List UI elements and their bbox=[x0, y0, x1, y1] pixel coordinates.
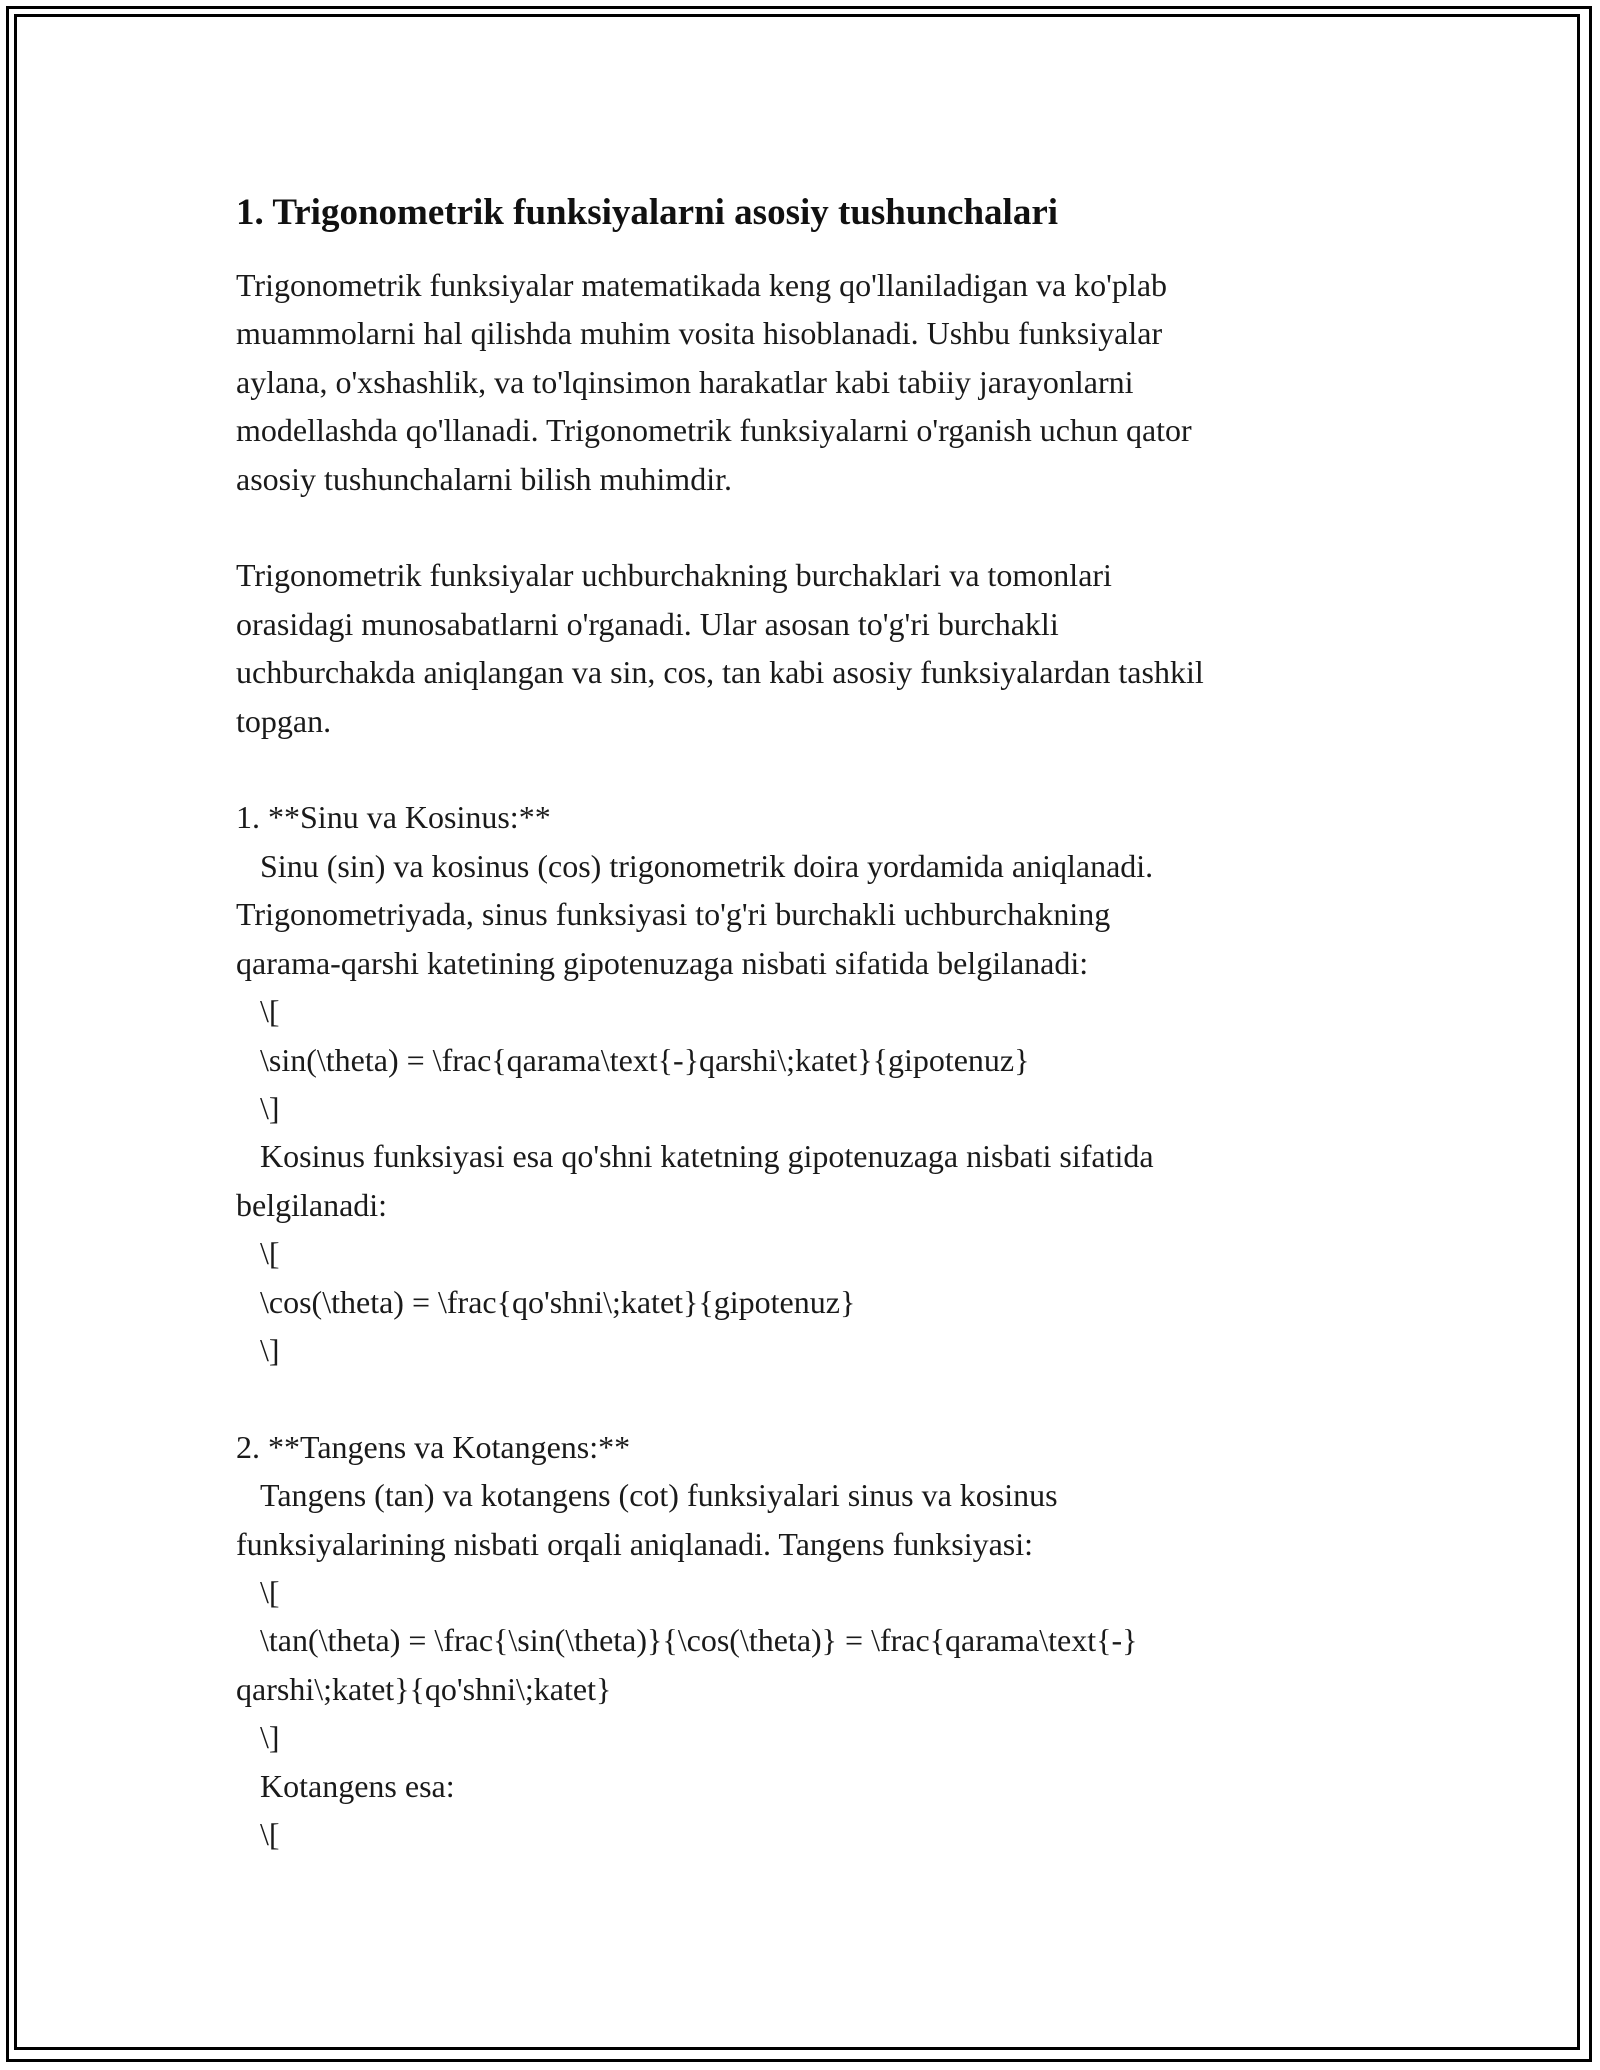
document-content bbox=[236, 185, 1356, 1858]
section-heading: 1. Trigonometrik funksiyalarni asosiy tushunchalari bbox=[236, 192, 1059, 233]
section-body-text: Trigonometrik funksiyalar matematikada keng qo'llaniladigan va ko'plab muammolarni hal qilishda muhim vosita hisoblanadi. Ushbu funksiyalar aylana, o'xshashlik, va to'lqinsimon harakatlar kabi tabiiy jarayonlarni modellashda qo'llanadi. Trigonometrik funksiyalarni o'rganish uchun qator asosiy tushunchalarni bilish muhimdir. Trigonometrik funksiyalar uchburchakning burchaklari va tomonlari orasidagi munosabatlarni o'rganadi. Ular asosan to'g'ri burchakli uchburchakda aniqlangan va sin, cos, tan kabi asosiy funksiyalardan tashkil topgan. 1. **Sinu va Kosinus:** Sinu (sin) va kosinus (cos) trigonometrik doira yordamida aniqlanadi. Trigonometriyada, sinus funksiyasi to'g'ri burchakli uchburchakning qarama-qarshi katetining gipotenuzaga nisbati sifatida belgilanadi: \[ \sin(\theta) = \frac{qarama\text{-}qarshi\;katet}{gipotenuz} \] Kosinus funksiyasi esa qo'shni katetning gipotenuzaga nisbati sifatida belgilanadi: \[ \cos(\theta) = \frac{qo'shni\;katet}{gipotenuz} \] 2. **Tangens va Kotangens:** Tangens (tan) va kotangens (cot) funksiyalari sinus va kosinus funksiyalarining nisbati orqali aniqlanadi. Tangens funksiyasi: \[ \tan(\theta) = \frac{\sin(\theta)}{\cos(\theta)} = \frac{qarama\text{-} qarshi\;katet}{qo'shni\;katet} \] Kotangens esa: \[ bbox=[236, 267, 1204, 1852]
